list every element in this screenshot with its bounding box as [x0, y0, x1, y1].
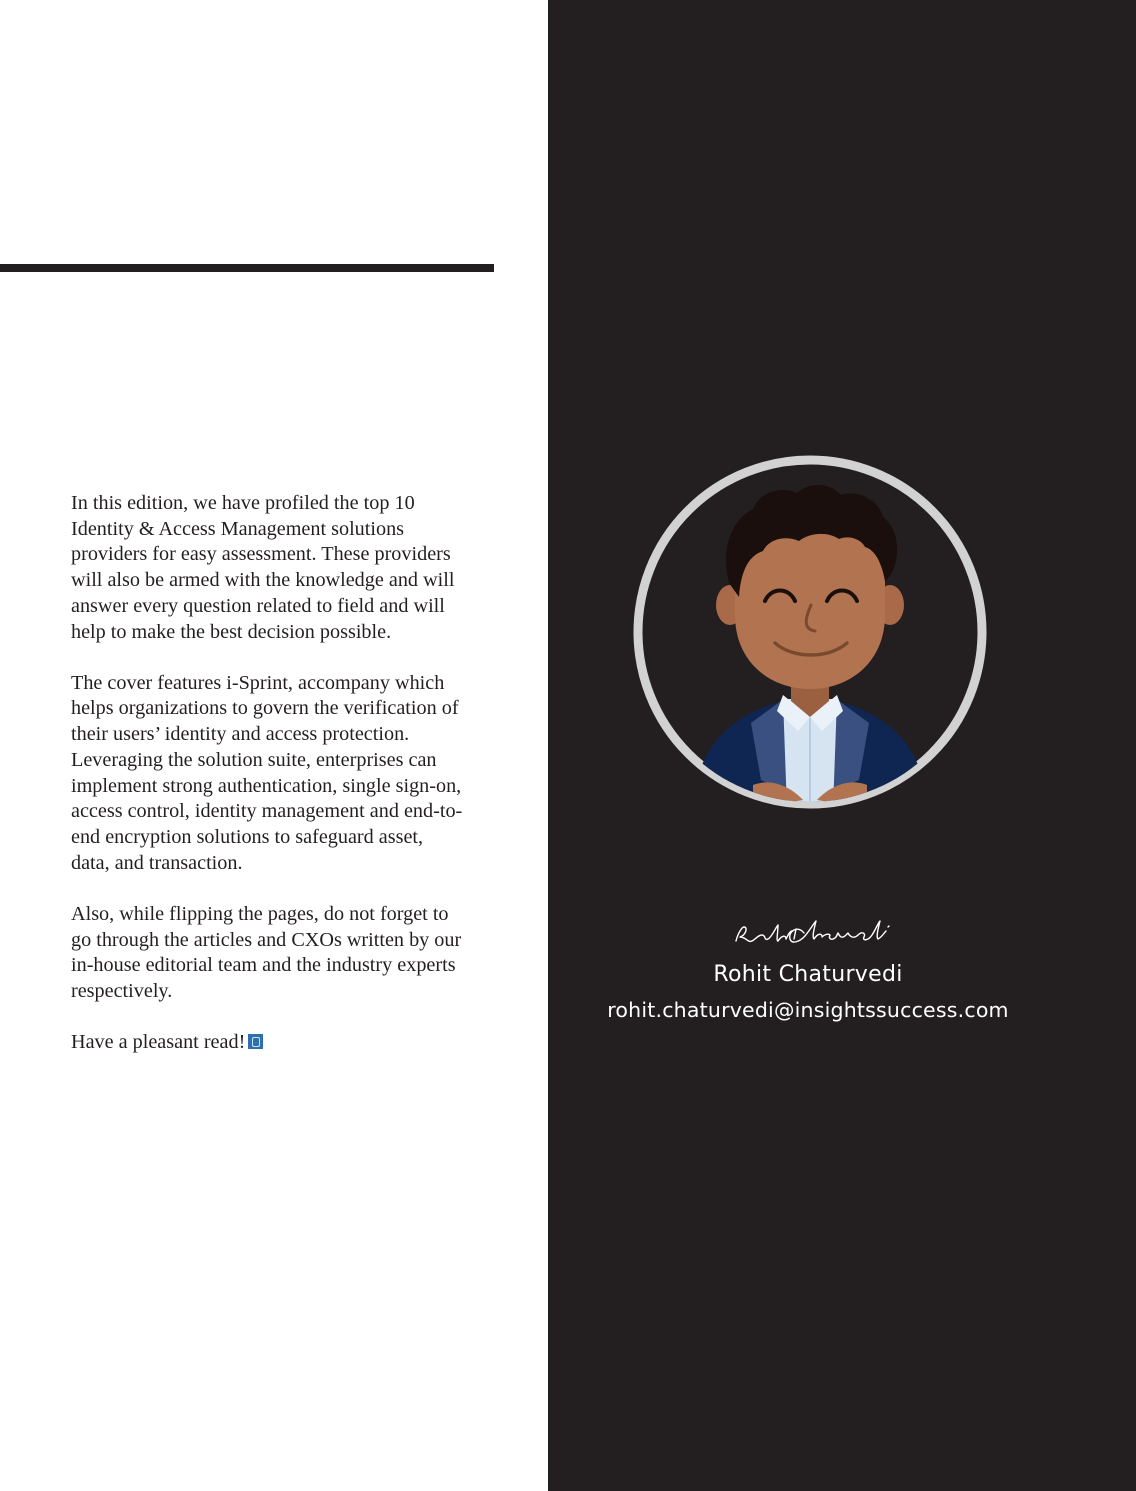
paragraph-3: Also, while flipping the pages, do not forget to go through the articles and CXOs written by our in-house editorial team and the industry experts respectively. [71, 902, 462, 1002]
editor-email[interactable]: rohit.chaturvedi@insightssuccess.com [607, 998, 1009, 1022]
paragraph-2: The cover features i-Sprint, accompany which helps organizations to govern the verification of their users’ identity and access protection. Leveraging the solution suite, enterprises can implement strong authentication, single sign-on, access control, identity management and end-to- end encryption solutions to safeguard asset, data, and transaction. [71, 671, 463, 874]
author-panel [548, 0, 1136, 1491]
editorial-column [0, 0, 548, 1491]
editor-name: Rohit Chaturvedi [713, 962, 903, 987]
editorial-text [71, 491, 496, 1081]
end-mark-icon [248, 1034, 263, 1049]
closing-line [71, 1030, 496, 1056]
avatar-illustration [633, 455, 987, 809]
header-rule [0, 264, 494, 272]
closing-text: Have a pleasant read! [71, 1031, 246, 1054]
signature [728, 905, 898, 950]
paragraph-1: In this edition, we have profiled the top 10 Identity & Access Management solutions providers for easy assessment. These providers will also be armed with the knowledge and will answer every question related to field and will help to make the best decision possible. [71, 492, 455, 643]
